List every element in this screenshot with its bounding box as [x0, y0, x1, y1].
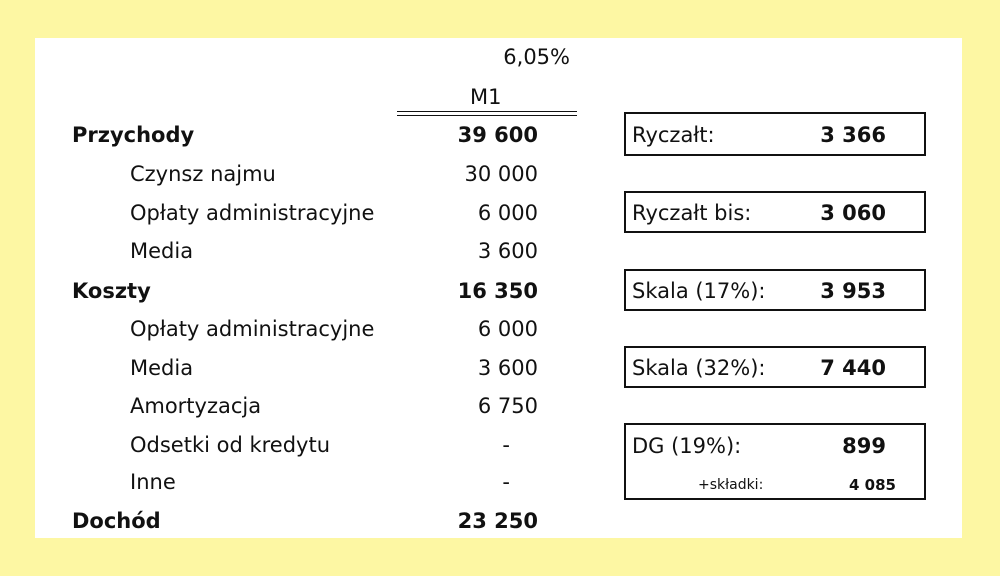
tax-box-label: Skala (17%): — [632, 279, 766, 303]
row-value: 3 600 — [477, 356, 538, 380]
row-label-dochod: Dochód — [72, 509, 161, 533]
row-value: - — [502, 470, 510, 494]
tax-box-ryczalt — [624, 112, 926, 156]
tax-box-label: Ryczałt bis: — [632, 201, 752, 225]
row-value: 16 350 — [457, 279, 538, 303]
row-value: 3 600 — [477, 239, 538, 263]
row-label: Czynsz najmu — [130, 162, 276, 186]
row-value: 6 750 — [477, 394, 538, 418]
tax-box-label: Ryczałt: — [632, 123, 715, 147]
tax-box-skala-17 — [624, 269, 926, 311]
row-value: - — [502, 433, 510, 457]
row-label: Media — [130, 356, 194, 380]
rate-percent: 6,05% — [503, 45, 570, 69]
row-label-koszty: Koszty — [72, 279, 151, 303]
tax-box-skala-32 — [624, 346, 926, 388]
double-underline — [397, 111, 577, 116]
row-value: 30 000 — [464, 162, 538, 186]
row-label: Media — [130, 239, 194, 263]
row-value: 6 000 — [477, 201, 538, 225]
row-label: Opłaty administracyjne — [130, 317, 375, 341]
tax-box-label: DG (19%): — [632, 434, 742, 458]
column-header-m1: M1 — [470, 85, 502, 109]
row-label-przychody: Przychody — [72, 123, 195, 147]
row-label: Opłaty administracyjne — [130, 201, 375, 225]
tax-box-value: 3 953 — [820, 279, 886, 303]
tax-box-label: Skala (32%): — [632, 356, 766, 380]
tax-box-value: 7 440 — [820, 356, 886, 380]
row-label: Inne — [130, 470, 176, 494]
tax-box-dg-19 — [624, 423, 926, 500]
tax-box-value: 3 060 — [820, 201, 886, 225]
row-value: 39 600 — [457, 123, 538, 147]
row-label: Odsetki od kredytu — [130, 433, 331, 457]
row-value: 6 000 — [477, 317, 538, 341]
tax-box-sub-label: +składki: — [698, 477, 764, 493]
tax-box-value: 3 366 — [820, 123, 886, 147]
row-label: Amortyzacja — [130, 394, 262, 418]
tax-box-ryczalt-bis — [624, 191, 926, 233]
tax-box-value: 899 — [842, 434, 886, 458]
tax-box-sub-value: 4 085 — [849, 476, 896, 494]
row-value: 23 250 — [457, 509, 538, 533]
